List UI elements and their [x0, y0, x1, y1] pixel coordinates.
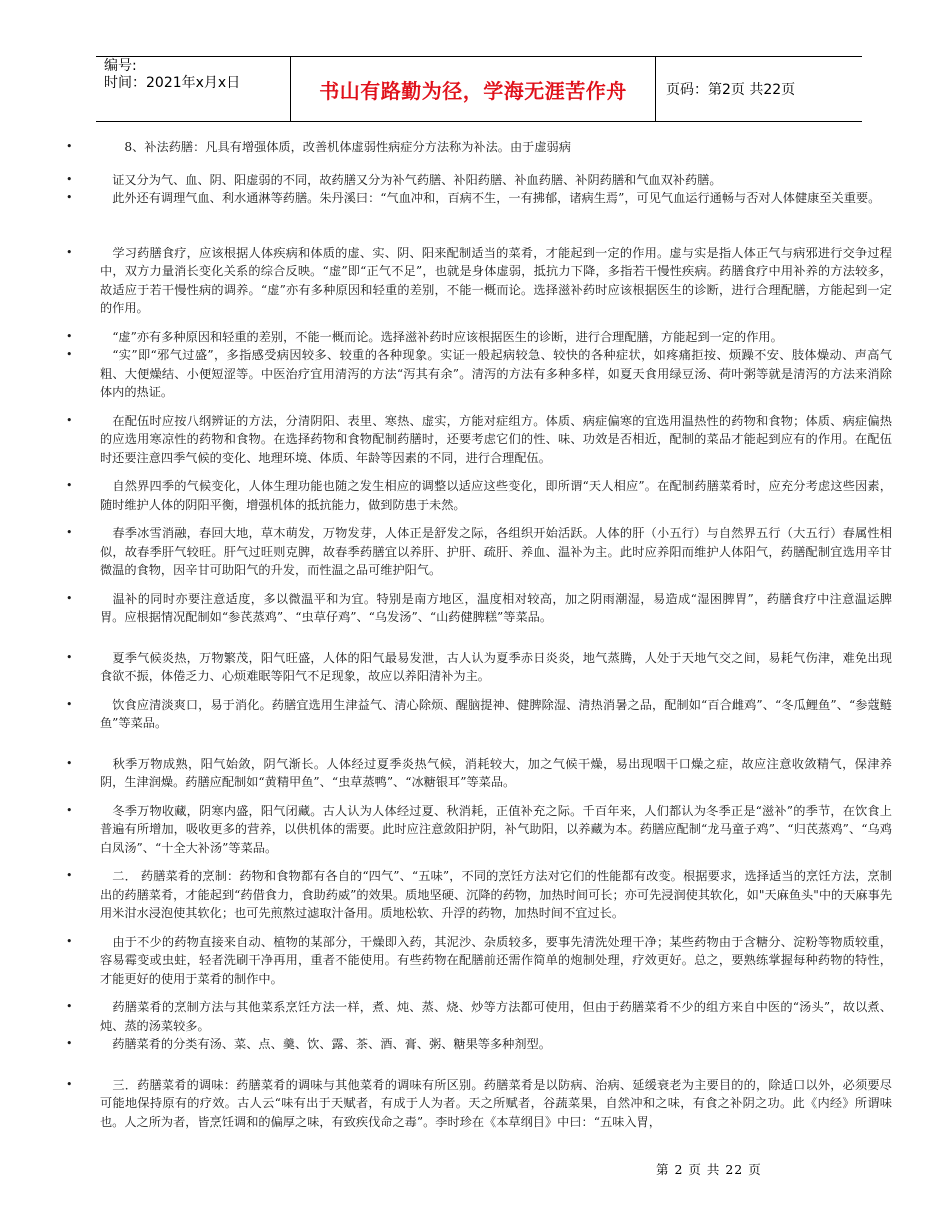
- paragraph: [66, 867, 892, 923]
- paragraph: [66, 244, 892, 318]
- paragraph: [66, 755, 892, 792]
- paragraph: [66, 1076, 892, 1132]
- paragraph: [66, 590, 892, 627]
- bullet-icon: •: [66, 479, 73, 492]
- document-body: [66, 138, 892, 1131]
- paragraph: [66, 477, 892, 514]
- bullet-icon: •: [66, 526, 73, 539]
- paragraph-text: 药膳菜肴的烹制方法与其他菜系烹饪方法一样，煮、炖、蒸、烧、炒等方法都可使用，但由于药膳菜肴不少的组方来自中医的“汤头”，故以煮、炖、蒸的汤菜较多。: [100, 1000, 892, 1033]
- bullet-icon: •: [66, 591, 73, 605]
- bullet-icon: •: [66, 329, 73, 343]
- paragraph: [66, 933, 892, 989]
- paragraph-text: 此外还有调理气血、利水通淋等药膳。朱丹溪曰：“气血冲和，百病不生，一有拂郁，诸病生焉”，可见气血运行通畅与否对人体健康至关重要。: [112, 191, 881, 205]
- paragraph: [66, 346, 892, 402]
- bullet-icon: •: [66, 1000, 73, 1013]
- bullet-icon: •: [66, 756, 73, 770]
- document-time-label: 时间：2021年x月x日: [104, 75, 241, 91]
- paragraph-text: 学习药膳食疗，应该根据人体疾病和体质的虚、实、阴、阳来配制适当的菜肴，才能起到一定的作用。虚与实是指人体正气与病邪进行交争过程中，双方力量消长变化关系的综合反映。“虚”即“正气不足”，也就是身体虚弱，抵抗力下降，多指若干慢性疾病。药膳食疗中用补养的方法较多，故适应于若干慢性病的调养。“虚”亦有多种原因和轻重的差别，不能一概而论。选择滋补药时应该根据医生的诊断，进行合理配膳，方能起到一定的作用。: [100, 245, 892, 315]
- page-header: [96, 56, 862, 122]
- bullet-icon: •: [66, 1037, 73, 1050]
- paragraph: [66, 328, 892, 347]
- paragraph: [66, 1035, 892, 1054]
- paragraph-text: “实”即“邪气过盛”，多指感受病因较多、较重的各种现象。实证一般起病较急、较快的各种症状，如疼痛拒按、烦躁不安、肢体燥动、声高气粗、大便燥结、小便短涩等。中医治疗宜用清泻的方法“泻其有余”。清泻的方法有多种多样，如夏天食用绿豆汤、荷叶粥等就是清泻的方法来消除体内的热证。: [100, 348, 892, 399]
- bullet-icon: •: [66, 191, 73, 204]
- bullet-icon: •: [66, 245, 73, 259]
- paragraph-text: 夏季气候炎热，万物繁茂，阳气旺盛，人体的阳气最易发泄，古人认为夏季赤日炎炎，地气蒸腾，人处于天地气交之间，易耗气伤津，难免出现食欲不振，体倦乏力、心烦难眠等阳气不足现象，故应以养阳清补为主。: [100, 650, 892, 683]
- bullet-icon: •: [66, 413, 73, 427]
- paragraph-text: 由于不少的药物直接来自动、植物的某部分，干燥即入药，其泥沙、杂质较多，要事先清洗处理干净；某些药物由于含糖分、淀粉等物质较重，容易霉变或虫蛀，轻者洗刷干净再用，重者不能使用。有些药物在配膳前还需作简单的炮制处理，疗效更好。总之，要熟练掌握每种药物的特性，才能更好的使用于菜肴的制作中。: [100, 934, 892, 986]
- paragraph: [66, 171, 892, 190]
- paragraph-text: 8、补法药膳：凡具有增强体质，改善机体虚弱性病症分方法称为补法。由于虚弱病: [124, 140, 571, 154]
- paragraph: [66, 649, 892, 686]
- paragraph-text: 秋季万物成熟，阳气始敛，阴气渐长。人体经过夏季炎热气候，消耗较大，加之气候干燥，易出现咽干口燥之症，故应注意收敛精气，保津养阴，生津润燥。药膳应配制如“黄精甲鱼”、“虫草蒸鸭”、“冰糖银耳”等菜品。: [100, 756, 892, 789]
- paragraph-text: 证又分为气、血、阴、阳虚弱的不同，故药膳又分为补气药膳、补阳药膳、补血药膳、补阴药膳和气血双补药膳。: [112, 172, 722, 187]
- paragraph-text: 春季冰雪消融，春回大地，草木萌发，万物发芽，人体正是舒发之际，各组织开始活跃。人体的肝（小五行）与自然界五行（大五行）春属性相似，故春季肝气较旺。肝气过旺则克脾，故春季药膳宜以养肝、护肝、疏肝、养血、温补为主。此时应养阳而维护人体阳气，药膳配制宜选用辛甘微温的食物，因辛甘可助阳气的升发，而性温之品可维护阳气。: [100, 526, 892, 577]
- paragraph-text: 药膳菜肴的分类有汤、菜、点、羹、饮、露、茶、酒、膏、粥、糖果等多种剂型。: [112, 1037, 551, 1051]
- bullet-icon: •: [66, 650, 73, 664]
- bullet-icon: •: [66, 934, 73, 948]
- paragraph: [66, 524, 892, 580]
- paragraph-text: 冬季万物收藏，阴寒内盛，阳气闭藏。古人认为人体经过夏、秋消耗，正值补充之际。千百年来，人们都认为冬季正是“滋补”的季节，在饮食上普遍有所增加，吸收更多的营养，以供机体的需要。此时应注意敛阳护阴，补气助阳，以养藏为本。药膳应配制“龙马童子鸡”、“归芪蒸鸡”、“乌鸡白凤汤”、“十全大补汤”等菜品。: [100, 803, 892, 855]
- paragraph: [66, 138, 892, 157]
- paragraph-text: 自然界四季的气候变化，人体生理功能也随之发生相应的调整以适应这些变化，即所谓“天人相应”。在配制药膳菜肴时，应充分考虑这些因素，随时维护人体的阴阳平衡，增强机体的抵抗能力，做到防患于未然。: [100, 479, 892, 512]
- bullet-icon: •: [66, 803, 73, 817]
- bullet-icon: •: [66, 172, 73, 186]
- paragraph-text: 温补的同时亦要注意适度，多以微温平和为宜。特别是南方地区，温度相对较高，加之阴雨潮湿，易造成“湿困脾胃”，药膳食疗中注意温运脾胃。应根据情况配制如“参芪蒸鸡”、“虫草仔鸡”、“乌发汤”、“山药健脾糕”等菜品。: [100, 591, 892, 624]
- paragraph: [66, 189, 892, 208]
- paragraph: [66, 412, 892, 468]
- header-meta: [96, 57, 290, 121]
- bullet-icon: •: [66, 140, 73, 153]
- bullet-icon: •: [66, 869, 73, 882]
- paragraph-text: 饮食应清淡爽口，易于消化。药膳宜选用生津益气、清心除烦、醒脑提神、健脾除湿、清热消暑之品，配制如“百合雌鸡”、“冬瓜鲤鱼”、“参蔻鲢鱼”等菜品。: [100, 697, 892, 730]
- paragraph: [66, 998, 892, 1035]
- bullet-icon: •: [66, 348, 73, 361]
- paragraph-text: 二． 药膳菜肴的烹制：药物和食物都有各自的“四气”、“五味”，不同的烹饪方法对它们的性能都有改变。根据要求，选择适当的烹饪方法，烹制出的药膳菜肴，才能起到“药借食力，食助药威”的效果。质地坚硬、沉降的药物，加热时间可长；亦可先浸润使其软化，如"天麻鱼头"中的天麻事先用米泔水浸泡使其软化；也可先煎熬过滤取汁备用。质地松软、升浮的药物，加热时间不宜过长。: [100, 869, 892, 920]
- paragraph: [66, 696, 892, 733]
- paragraph-text: “虚”亦有多种原因和轻重的差别，不能一概而论。选择滋补药时应该根据医生的诊断，进行合理配膳，方能起到一定的作用。: [112, 329, 783, 344]
- paragraph-text: 在配伍时应按八纲辨证的方法，分清阴阳、表里、寒热、虚实，方能对症组方。体质、病症偏寒的宜选用温热性的药物和食物；体质、病症偏热的应选用寒凉性的药物和食物。在选择药物和食物配制药膳时，还要考虑它们的性、味、功效是否相近，配制的菜品才能起到应有的作用。在配伍时还要注意四季气候的变化、地理环境、体质、年龄等因素的不同，进行合理配伍。: [100, 413, 892, 465]
- header-page-info: 页码：第2页 共22页: [666, 82, 796, 98]
- bullet-icon: •: [66, 697, 73, 711]
- paragraph-text: 三．药膳菜肴的调味：药膳菜肴的调味与其他菜肴的调味有所区别。药膳菜肴是以防病、治病、延缓衰老为主要目的的，除适口以外，必须要尽可能地保持原有的疗效。古人云“味有出于天赋者，有成于人为者。天之所赋者，谷蔬菜果，自然冲和之味，有食之补阴之功。此《内经》所谓味也。人之所为者，皆烹饪调和的偏厚之味，有致疾伐命之毒”。李时珍在《本草纲目》中曰：“五味入胃，: [100, 1077, 892, 1129]
- bullet-icon: •: [66, 1077, 73, 1091]
- document-number-label: 编号:: [104, 58, 137, 74]
- page-footer: 第 2 页 共 22 页: [656, 1162, 762, 1177]
- header-motto: 书山有路勤为径，学海无涯苦作舟: [290, 57, 656, 121]
- paragraph: [66, 802, 892, 858]
